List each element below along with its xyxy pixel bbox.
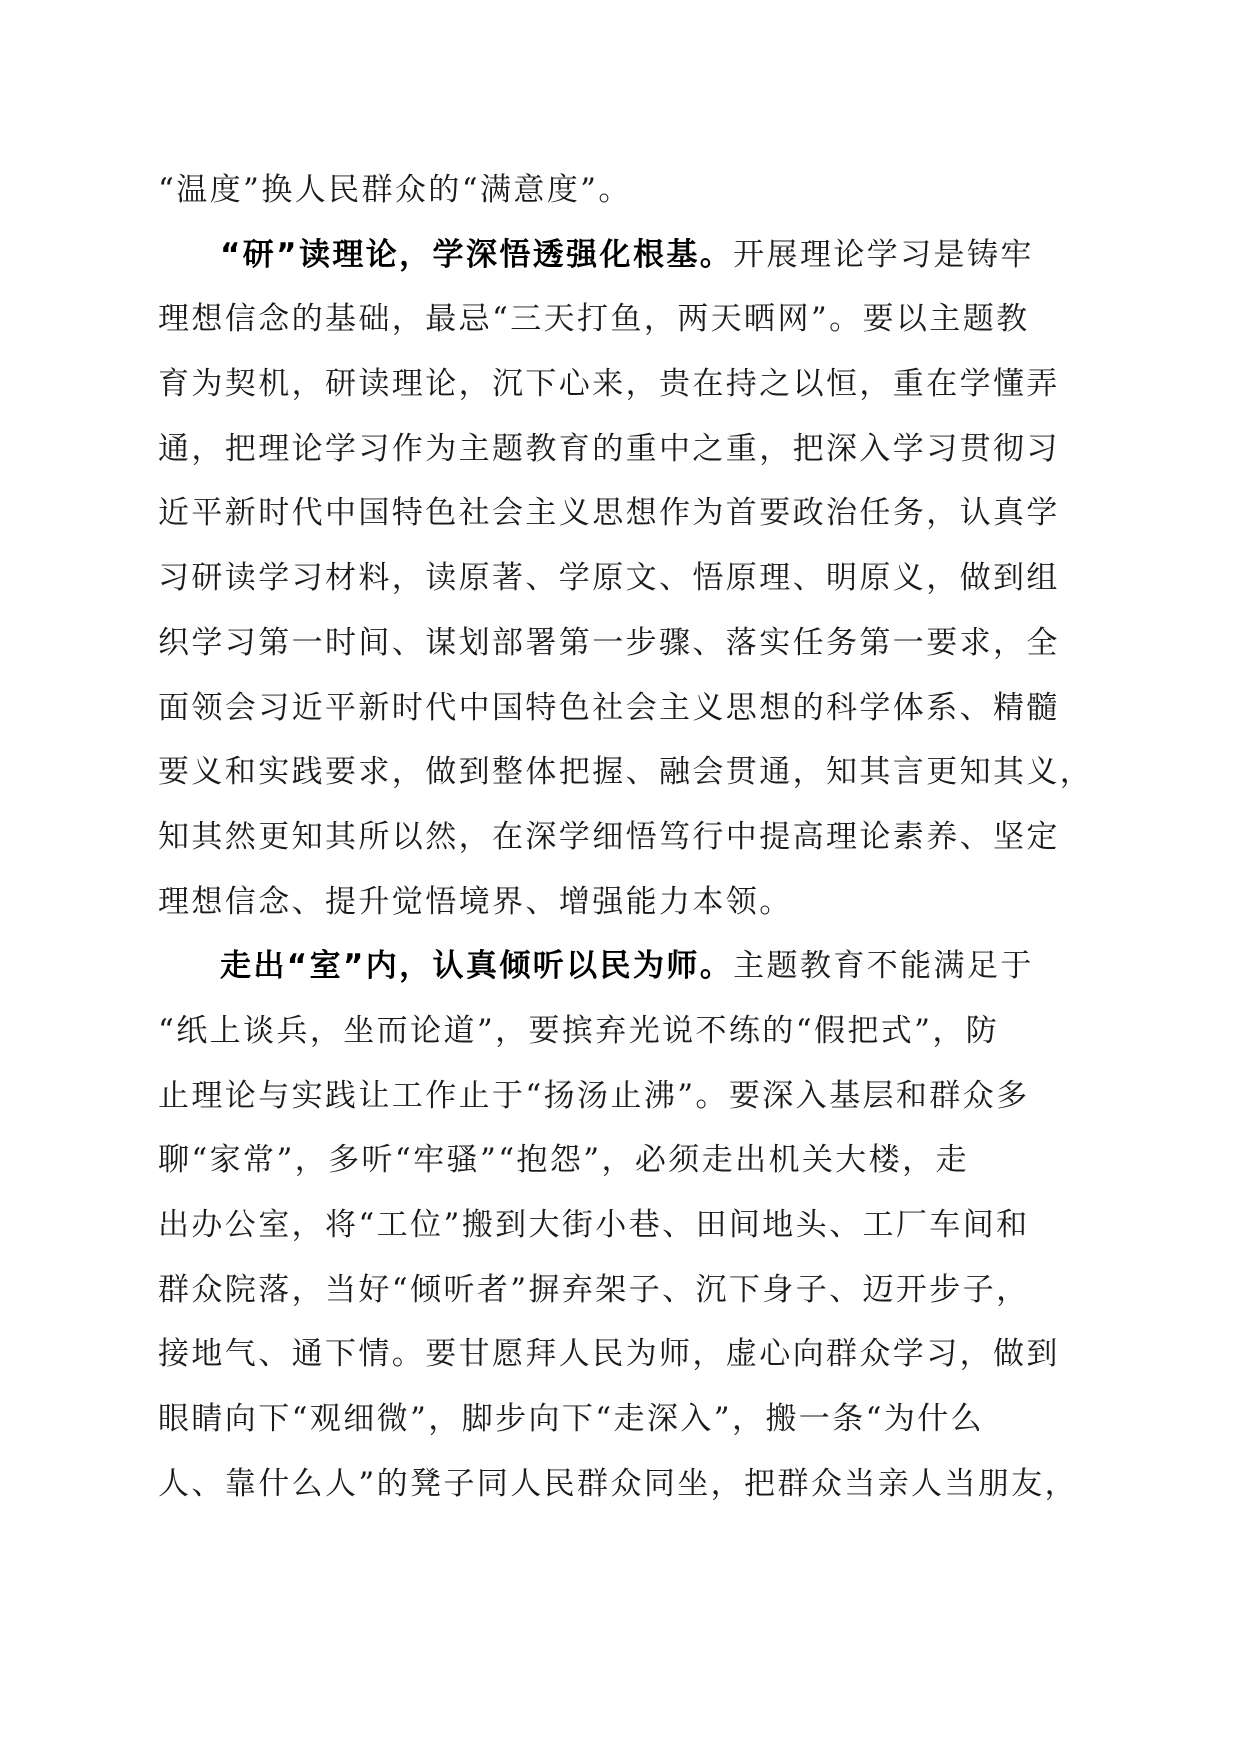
text-line: 出办公室，将“工位”搬到大街小巷、田间地头、工厂车间和 [158,1207,1030,1243]
text-line: 接地气、通下情。要甘愿拜人民为师，虚心向群众学习，做到 [158,1336,1060,1373]
text-line: 要义和实践要求，做到整体把握、融会贯通，知其言更知其义， [158,754,1094,791]
text-line: “纸上谈兵，坐而论道”，要摈弃光说不练的“假把式”，防 [158,1012,1000,1049]
text-line: 通，把理论学习作为主题教育的重中之重，把深入学习贯彻习 [158,430,1060,467]
paragraph-listen-first-line [158,934,1088,999]
paragraph-listen-heading: 走出“室”内，认真倾听以民为师。 [220,948,734,985]
text-line: 人、靠什么人”的凳子同人民群众同坐，把群众当亲人当朋友， [158,1465,1079,1502]
text-line: 织学习第一时间、谋划部署第一步骤、落实任务第一要求，全 [158,624,1060,661]
text-line: 习研读学习材料，读原著、学原文、悟原理、明原义，做到组 [158,560,1060,597]
text-line: 理想信念、提升觉悟境界、增强能力本领。 [158,883,793,920]
text-line: “温度”换人民群众的“满意度”。 [158,172,632,208]
paragraph-research-text: 开展理论学习是铸牢 [733,236,1034,273]
text-line: 理想信念的基础，最忌“三天打鱼，两天晒网”。要以主题教 [158,301,1030,338]
paragraph-research-heading: “研”读理论，学深悟透强化根基。 [220,236,734,273]
text-line: 眼睛向下“观细微”，脚步向下“走深入”，搬一条“为什么 [158,1401,985,1438]
body-text [158,158,1094,1516]
paragraph-research-first-line [158,223,1088,288]
paragraph-listen-text: 主题教育不能满足于 [733,948,1034,985]
text-line: 面领会习近平新时代中国特色社会主义思想的科学体系、精髓 [158,689,1060,726]
text-line: 知其然更知其所以然，在深学细悟笃行中提高理论素养、坚定 [158,818,1060,855]
text-line: 群众院落，当好“倾听者”摒弃架子、沉下身子、迈开步子， [158,1271,1030,1308]
text-line: 止理论与实践让工作止于“扬汤止沸”。要深入基层和群众多 [158,1077,1030,1114]
text-line: 近平新时代中国特色社会主义思想作为首要政治任务，认真学 [158,495,1060,532]
text-line: 育为契机，研读理论，沉下心来，贵在持之以恒，重在学懂弄 [158,366,1060,403]
text-line: 聊“家常”，多听“牢骚”“抱怨”，必须走出机关大楼，走 [158,1142,969,1179]
